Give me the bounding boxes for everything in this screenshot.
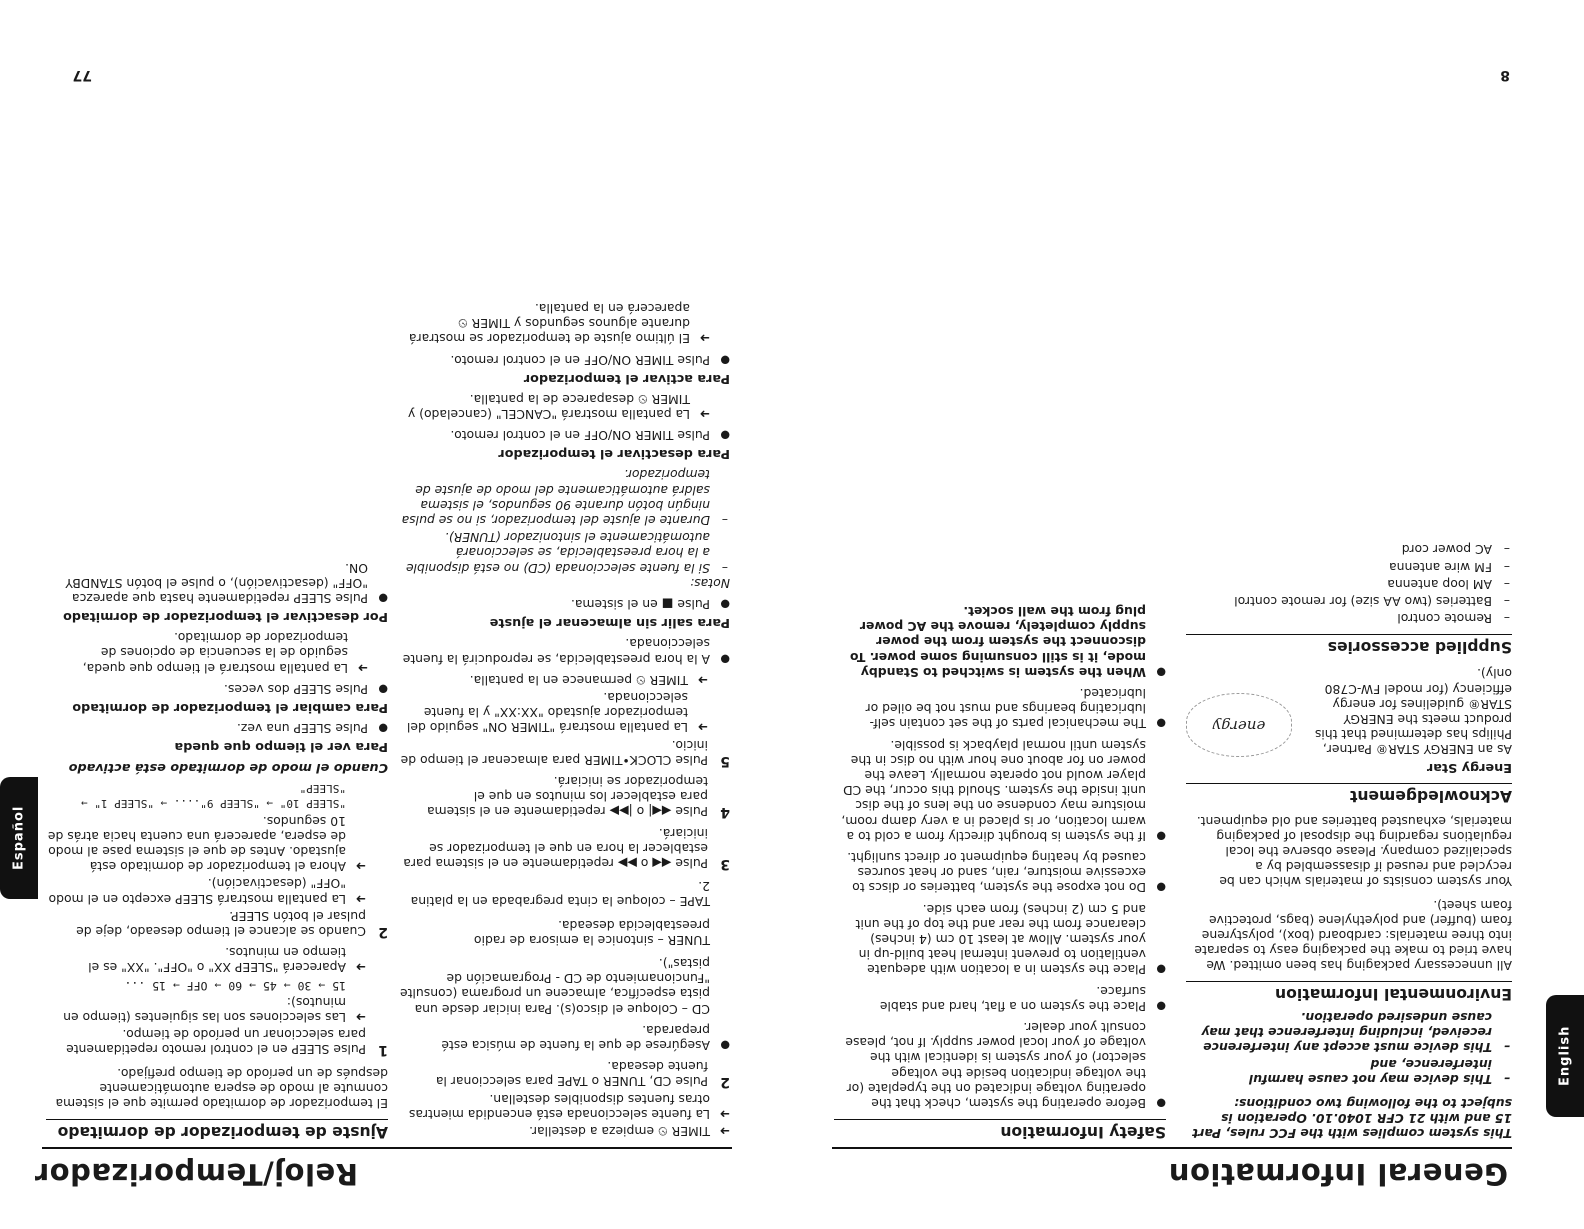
notes-label: Notas:	[690, 575, 730, 591]
sleep-timer-heading: Ajuste de temporizador de dormitado	[46, 1119, 388, 1141]
safety-item: ● The mechanical parts of the set contain self-lubricating bearings and must not be oiled or lubricated.	[834, 686, 1166, 732]
sleep-timer-intro: El temporizador de dormitado permite que el sistema conmute al modo de espera automáticamente después de un período de tiempo prefijado.	[55, 1065, 388, 1111]
fcc-statement: This system complies with the FCC rules, Part 15 and with 21 CFR 1040.10. Operation is subject to the following two conditions:	[1192, 1095, 1512, 1141]
step-number-2: 2	[378, 923, 388, 940]
exit-list	[400, 597, 730, 612]
sleep-active-heading: Cuando el modo de dormitado está activado	[68, 759, 388, 775]
timer-steps	[400, 1059, 730, 1089]
activate-timer-list	[400, 352, 730, 367]
remaining-time-heading: Para ver el tiempo que queda	[174, 738, 388, 754]
deactivate-sleep-item: ● Pulse SLEEP repetidamente hasta que aparezca "OFF" (desactivación), o pulse el botón STANDBY ON.	[46, 560, 388, 606]
sleep-step-1-text: Pulse SLEEP en el control remoto repetidamente para seleccionar un período de tiempo.	[66, 1027, 366, 1058]
exit-heading: Para salir sin almacenar el ajuste	[489, 615, 730, 631]
energy-star-logo	[1186, 693, 1292, 757]
page-number-right: 8	[1500, 67, 1510, 83]
sleep-step-1	[46, 945, 388, 1057]
deactivate-sleep-list	[46, 560, 388, 606]
standby-warning: ● When the system is switched to Standby mode, it is still consuming some power. To disconnect the system from the power supply completely, remove the AC power plug from the wall socket.	[834, 604, 1166, 680]
accessory-item: – Remote control	[1186, 611, 1512, 626]
source-prep-list	[400, 1023, 730, 1053]
deactivate-sleep-heading: Por desactivar el temporizador de dormitado	[63, 608, 388, 624]
page-number-left: 77	[72, 67, 92, 83]
sleep-options-note: ➜ Las selecciones son las siguientes (tiempo en minutos):	[46, 995, 366, 1025]
step-number-3: 3	[720, 855, 730, 872]
safety-item: ● Place the system in a location with adequate ventilation to prevent internal heat build-up in your system. Allow at least 10 cm (4 inches) clearance from the rear and the top of the unit and 5 cm (2 inches) from each side.	[834, 901, 1166, 977]
cd-instruction: CD – Coloque el disco(s). Para iniciar desde una pista específica, almacene un programa (consulte "Funcionamiento de CD - Programación de pistas").	[400, 955, 710, 1017]
accessories-heading: Supplied accessories	[1186, 634, 1512, 656]
source-flash-note: ➜ La fuente seleccionada está encendida mientras otras fuentes disponibles destellan.	[400, 1091, 730, 1121]
safety-item: ● Before operating the system, check that the operating voltage indicated on the typeplate (or the voltage indication beside the voltage selector) of your system is identical with the voltage of your local power supply. If not, please consult your dealer.	[834, 1020, 1166, 1111]
activate-timer-item: ● Pulse TIMER ON/OFF en el control remoto.	[400, 352, 730, 367]
title-rule-left	[42, 1147, 732, 1149]
note-item: – Si la fuente seleccionada (CD) no está disponible a la hora preestablecida, se seleccionará automáticamente el sintonizador (TUNER).	[400, 530, 730, 576]
energy-star-logo-text: energy	[1212, 716, 1266, 735]
accessory-item: – AM loop antenna	[1186, 577, 1512, 592]
energy-star-heading: Energy Star	[1426, 760, 1512, 776]
accessory-item: – AC power cord	[1186, 542, 1512, 557]
step-number-1: 1	[378, 1042, 388, 1059]
timer-icon-note: ➜ TIMER ⏲ permanece en la pantalla.	[400, 673, 708, 688]
timer-steps-cont	[400, 673, 730, 871]
general-info-column-1	[1186, 536, 1512, 1141]
timer-step-5	[400, 673, 730, 768]
accessory-item: – FM wire antenna	[1186, 559, 1512, 574]
accessory-item: – Batteries (two AA size) for remote control	[1186, 594, 1512, 609]
tape-instruction: TAPE – coloque la cinta pregrabada en la platina 2.	[410, 879, 710, 910]
change-sleep-heading: Para cambiar el temporizador de dormitado	[72, 699, 388, 715]
timer-on-display-note: ➜ La pantalla mostrará "TIMER ON" seguido del temporizador ajustado "XX:XX" y la fuente seleccionada.	[400, 690, 708, 736]
cancel-display-note: ➜ La pantalla mostrará "CANCEL" (cancelado) y TIMER ⏲ desaparece de la pantalla.	[400, 392, 710, 422]
language-tab-english	[1546, 995, 1584, 1117]
sleep-steps	[46, 781, 388, 1057]
environmental-heading: Environmental Information	[1186, 981, 1512, 1003]
source-prep-item: ● Asegúrese de que la fuente de música esté preparada.	[400, 1023, 730, 1053]
sleep-step-2-text: Cuando se alcance el tiempo deseado, deje de pulsar el botón SLEEP.	[76, 908, 366, 939]
safety-item: ● If the system is brought directly from a cold to a warm location, or is placed in a very damp room, moisture may condense on the lens of the disc unit inside the system. Should this occur, the CD player would not operate normally. Leave the power on for about one hour with no disc in the system until normal playback is possible.	[834, 737, 1166, 843]
note-item: – Durante el ajuste del temporizador, si no se pulsa ningún botón durante 90 segundos, el sistema saldrá automáticamente del modo de ajuste de temporizador.	[400, 467, 730, 528]
timer-flash-note: ➜ TIMER ⏲ empieza a destellar.	[400, 1124, 730, 1139]
reloj-column-2	[46, 554, 388, 1141]
timer-step-3	[400, 825, 730, 871]
deactivate-timer-heading: Para desactivar el temporizador	[498, 446, 730, 462]
sleep-display-note: ➜ Aparecerá "SLEEP XX" o "OFF". "XX" es el tiempo en minutos.	[46, 945, 366, 975]
page-title-general-information: General Information	[1168, 1157, 1508, 1191]
timer-step-5-text: Pulse CLOCK•TIMER para almacenar el tiempo de inicio.	[400, 737, 708, 768]
acknowledgement-heading: Acknowledgement	[1186, 783, 1512, 805]
tuner-instruction: TUNER – sintonice la emisora de radio preestablecida deseada.	[473, 917, 710, 948]
notes-block	[400, 467, 730, 591]
safety-list	[834, 604, 1166, 1111]
step-number-5: 5	[720, 752, 730, 769]
change-sleep-item: ● Pulse SLEEP dos veces.	[46, 682, 388, 697]
timer-step-3-text: Pulse ◀◀ o ▶▶ repetidamente en el sistema para establecer la hora en que el temporizador se iniciará.	[403, 825, 708, 871]
sleep-sequence: 15 → 30 → 45 → 60 → OFF → 15 ...	[124, 978, 346, 993]
page-title-reloj-temporizador: Reloj/Temporizador	[34, 1157, 358, 1191]
language-tab-espanol	[0, 777, 38, 899]
safety-item: ● Do not expose the system, batteries or discs to excessive moisture, rain, sand or heat sources caused by heating equipment or direct sunlight.	[834, 850, 1166, 896]
language-tab-label: Español	[11, 805, 27, 871]
environmental-text-2: Your system consists of materials which can be recycled and reused if disassembled by a specialized company. Please observe the local regulations regarding the disposal of packaging materials, exhausted batteries and old equipment.	[1196, 813, 1512, 890]
remaining-time-list	[46, 721, 388, 736]
remaining-time-item: ● Pulse SLEEP una vez.	[46, 721, 388, 736]
step-number-2: 2	[720, 1074, 730, 1091]
sleep-countdown-sequence: "SLEEP 10" → "SLEEP 9".... → "SLEEP 1" → "SLEEP"	[81, 782, 346, 811]
general-info-column-2	[834, 598, 1166, 1141]
fcc-condition-2: – This device must accept any interference received, including interference that may cause undesired operation.	[1186, 1009, 1512, 1055]
timer-step-4	[400, 774, 730, 820]
safety-heading: Safety Information	[834, 1119, 1166, 1141]
change-sleep-note: ➜ La pantalla mostrará el tiempo que queda, seguido de la secuencia de opciones de temporizador de dormitado.	[46, 630, 368, 676]
timer-result-item: ● A la hora preestablecida, se reproducirá la fuente seleccionada.	[400, 636, 730, 666]
reloj-column-1	[400, 299, 730, 1141]
safety-item: ● Place the system on a flat, hard and stable surface.	[834, 983, 1166, 1013]
accessories-list	[1186, 542, 1512, 626]
language-tab-label: English	[1557, 1025, 1573, 1087]
timer-result-list	[400, 636, 730, 666]
sleep-countdown-note: ➜ Ahora el temporizador de dormitado está ajustado. Antes de que el sistema pase al modo de espera, aparecerá una cuenta hacia atrás de 10 segundos.	[46, 813, 366, 874]
title-rule-right	[832, 1147, 1512, 1149]
deactivate-timer-list	[400, 428, 730, 443]
fcc-condition-1: – This device may not cause harmful interference, and	[1186, 1057, 1512, 1087]
change-sleep-list	[46, 682, 388, 697]
sleep-indicator-note: ➜ La pantalla mostrará SLEEP excepto en el modo "OFF" (desactivación).	[46, 876, 366, 906]
sleep-step-2	[46, 781, 388, 939]
step-number-4: 4	[720, 804, 730, 821]
environmental-text-1: All unnecessary packaging has been omitted. We have tried to make the packaging easy to separate into three materials: cardboard (box), polystyrene foam (buffer) and polyethylene (bags, protective foam sheet).	[1194, 897, 1512, 974]
last-setting-note: ➜ El último ajuste de temporizador se mostrará durante algunos segundos y TIMER ⏲ aparecerá en la pantalla.	[400, 301, 710, 347]
deactivate-timer-item: ● Pulse TIMER ON/OFF en el control remoto.	[400, 428, 730, 443]
fcc-conditions	[1186, 1009, 1512, 1087]
exit-item: ● Pulse ■ en el sistema.	[400, 597, 730, 612]
timer-step-2	[400, 1059, 730, 1089]
timer-step-2-text: Pulse CD, TUNER o TAPE para seleccionar la fuente deseada.	[435, 1059, 708, 1090]
activate-timer-heading: Para activar el temporizador	[523, 370, 730, 386]
timer-step-4-text: Pulse ◀◀| o |▶▶ repetidamente en el sistema para establecer los minutos en que el temporizador se iniciará.	[426, 773, 708, 820]
energy-star-text: As an ENERGY STAR® Partner, Philips has determined that this product meets the ENERGY STAR® guidelines for energy efficiency (for model FW-C780 only).	[1314, 666, 1512, 758]
notes-list	[400, 467, 730, 575]
